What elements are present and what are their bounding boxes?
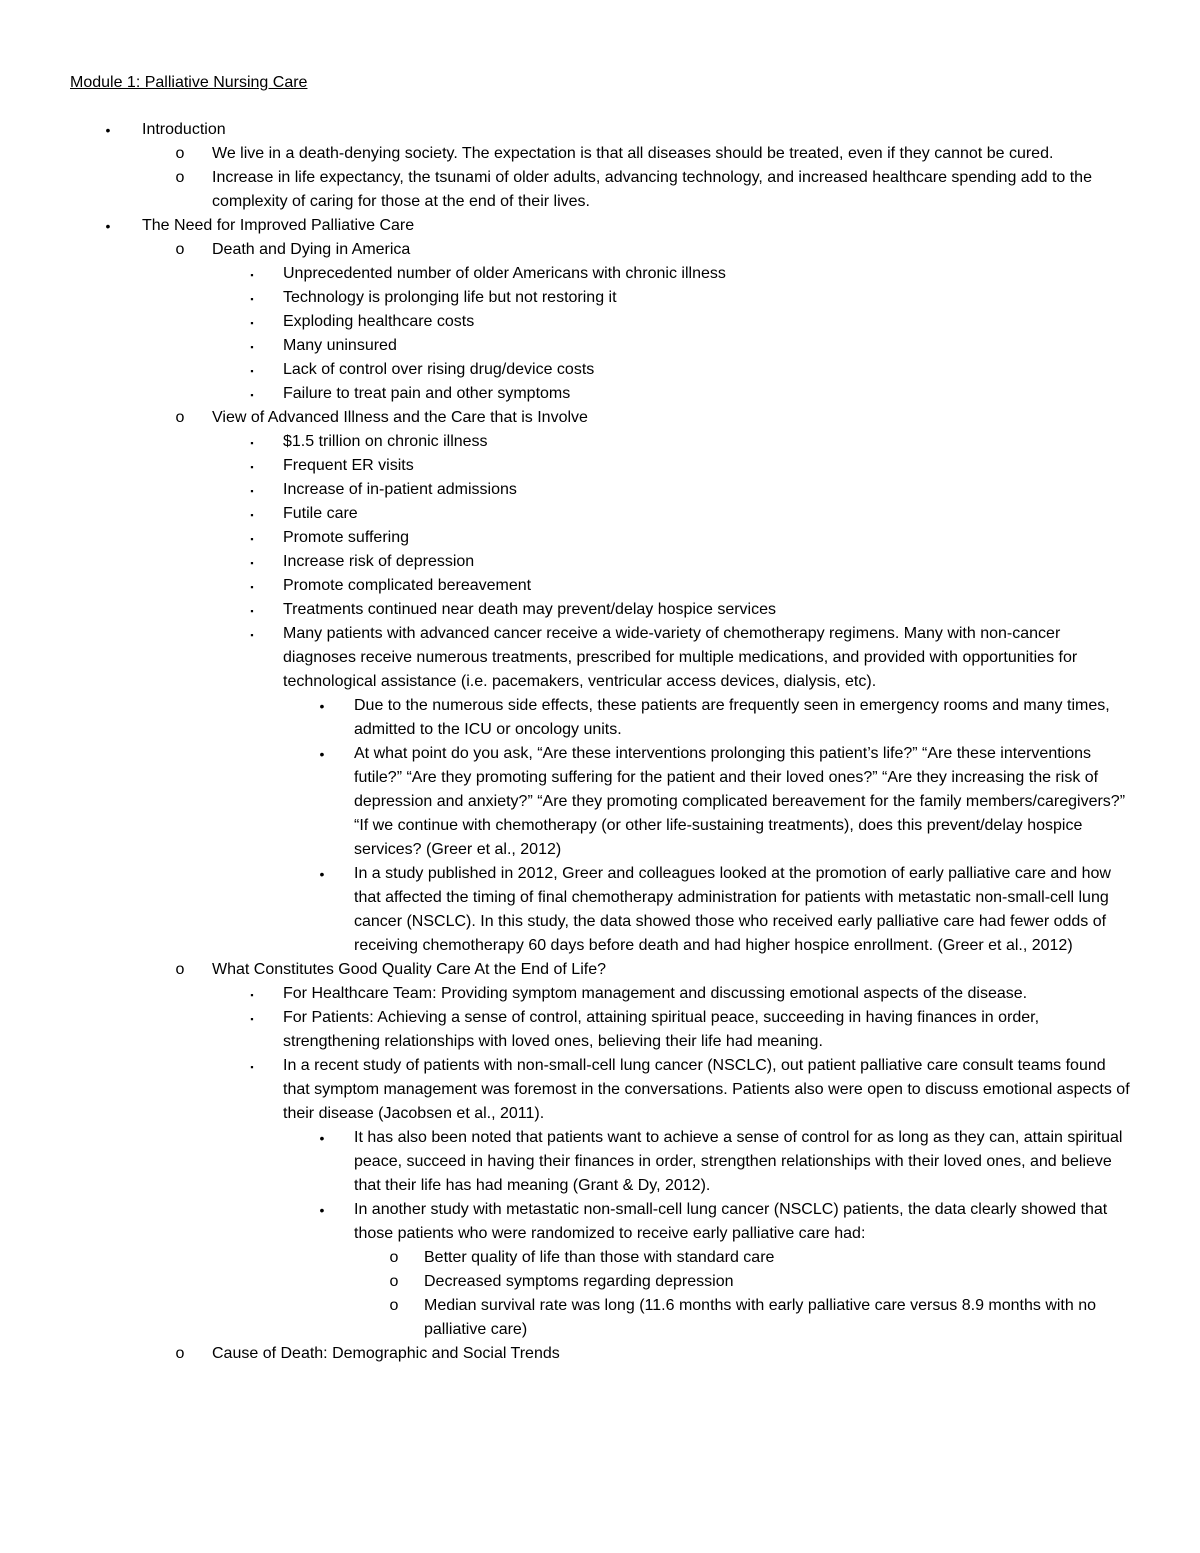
- outline-item-text: Failure to treat pain and other symptoms: [283, 385, 571, 402]
- outline-item-text: It has also been noted that patients want to achieve a sense of control for as long as they can, attain spiritual peace, succeed in having their finances in order, strengthen relationships with their loved ones, and believe that their life has had meaning (Grant & Dy, 2012).: [354, 1129, 1123, 1194]
- outline-item-level-2: [0, 166, 1200, 214]
- bullet-marker: o: [175, 241, 185, 258]
- outline-item-level-3: [0, 550, 1200, 574]
- bullet-marker: ▪: [250, 1014, 254, 1024]
- outline-item-level-3: [0, 622, 1200, 694]
- outline-item-text: For Healthcare Team: Providing symptom management and discussing emotional aspects of the disease.: [283, 985, 1028, 1002]
- bullet-marker: o: [389, 1273, 399, 1290]
- outline-list: [0, 118, 1200, 1366]
- bullet-marker: ▪: [250, 294, 254, 304]
- outline-item-level-2: [0, 958, 1200, 982]
- outline-item-text: Technology is prolonging life but not restoring it: [283, 289, 617, 306]
- outline-item-level-5: [0, 1294, 1200, 1342]
- outline-item-level-5: [0, 1270, 1200, 1294]
- outline-item-text: Better quality of life than those with standard care: [424, 1249, 775, 1266]
- outline-item-text: In another study with metastatic non-small-cell lung cancer (NSCLC) patients, the data clearly showed that those patients who were randomized to receive early palliative care had:: [354, 1201, 1108, 1242]
- outline-item-text: Lack of control over rising drug/device costs: [283, 361, 595, 378]
- outline-item-level-3: [0, 982, 1200, 1006]
- outline-item-text: We live in a death-denying society. The expectation is that all diseases should be treated, even if they cannot be cured.: [212, 145, 1054, 162]
- outline-item-level-4: [0, 1126, 1200, 1198]
- outline-item-level-2: [0, 406, 1200, 430]
- bullet-marker: o: [389, 1297, 399, 1314]
- outline-item-level-3: [0, 310, 1200, 334]
- outline-item-level-3: [0, 502, 1200, 526]
- outline-item-level-3: [0, 526, 1200, 550]
- outline-item-level-3: [0, 430, 1200, 454]
- bullet-marker: o: [175, 145, 185, 162]
- outline-item-text: Increase of in-patient admissions: [283, 481, 517, 498]
- outline-item-level-2: [0, 238, 1200, 262]
- bullet-marker: ▪: [250, 510, 254, 520]
- outline-item-level-3: [0, 334, 1200, 358]
- bullet-marker: •: [105, 218, 111, 234]
- outline-item-text: Treatments continued near death may prevent/delay hospice services: [283, 601, 777, 618]
- bullet-marker: ▪: [250, 270, 254, 280]
- outline-item-text: At what point do you ask, “Are these interventions prolonging this patient’s life?” “Are these interventions futile?” “Are they promoting suffering for the patient and their loved ones?” “Are they increasing the risk of depression and anxiety?” “Are they promoting complicated bereavement for the family members/caregivers?” “If we continue with chemotherapy (or other life-sustaining treatments), does this prevent/delay hospice services? (Greer et al., 2012): [354, 745, 1126, 858]
- outline-item-level-3: [0, 454, 1200, 478]
- outline-item-text: Cause of Death: Demographic and Social Trends: [212, 1345, 560, 1362]
- page-title: Module 1: Palliative Nursing Care: [70, 74, 308, 91]
- outline-item-level-3: [0, 598, 1200, 622]
- outline-item-text: Introduction: [142, 121, 226, 138]
- outline-item-level-3: [0, 1006, 1200, 1054]
- bullet-marker: o: [175, 409, 185, 426]
- outline-item-text: Many patients with advanced cancer receive a wide-variety of chemotherapy regimens. Many with non-cancer diagnoses receive numerous treatments, prescribed for multiple medications, and provided with opportunities for technological assistance (i.e. pacemakers, ventricular access devices, dialysis, etc).: [283, 625, 1078, 690]
- outline-item-text: Increase risk of depression: [283, 553, 475, 570]
- bullet-marker: ▪: [250, 462, 254, 472]
- outline-item-level-3: [0, 382, 1200, 406]
- outline-item-text: In a recent study of patients with non-small-cell lung cancer (NSCLC), out patient palliative care consult teams found that symptom management was foremost in the conversations. Patients also were open to discuss emotional aspects of their disease (Jacobsen et al., 2011).: [283, 1057, 1130, 1122]
- bullet-marker: o: [389, 1249, 399, 1266]
- bullet-marker: ▪: [250, 318, 254, 328]
- outline-item-text: Median survival rate was long (11.6 months with early palliative care versus 8.9 months with no palliative care): [424, 1297, 1097, 1338]
- bullet-marker: ▪: [250, 438, 254, 448]
- outline-item-text: Increase in life expectancy, the tsunami of older adults, advancing technology, and increased healthcare spending add to the complexity of caring for those at the end of their lives.: [212, 169, 1092, 210]
- outline-item-text: Exploding healthcare costs: [283, 313, 475, 330]
- outline-item-level-5: [0, 1246, 1200, 1270]
- bullet-marker: o: [175, 961, 185, 978]
- outline-item-level-4: [0, 862, 1200, 958]
- outline-item-level-4: [0, 1198, 1200, 1246]
- outline-item-text: $1.5 trillion on chronic illness: [283, 433, 488, 450]
- outline-item-text: What Constitutes Good Quality Care At the End of Life?: [212, 961, 606, 978]
- outline-item-level-4: [0, 742, 1200, 862]
- bullet-marker: ▪: [250, 606, 254, 616]
- outline-item-level-3: [0, 262, 1200, 286]
- bullet-marker: ▪: [250, 1062, 254, 1072]
- bullet-marker: ▪: [250, 630, 254, 640]
- bullet-marker: ▪: [250, 390, 254, 400]
- outline-item-text: Futile care: [283, 505, 358, 522]
- outline-item-text: Promote complicated bereavement: [283, 577, 532, 594]
- bullet-marker: •: [319, 698, 325, 714]
- outline-item-level-3: [0, 574, 1200, 598]
- bullet-marker: •: [319, 866, 325, 882]
- bullet-marker: ▪: [250, 534, 254, 544]
- bullet-marker: ▪: [250, 366, 254, 376]
- bullet-marker: ▪: [250, 486, 254, 496]
- outline-item-level-3: [0, 478, 1200, 502]
- outline-item-level-3: [0, 286, 1200, 310]
- outline-item-text: Promote suffering: [283, 529, 409, 546]
- bullet-marker: •: [319, 746, 325, 762]
- bullet-marker: ▪: [250, 558, 254, 568]
- outline-item-level-4: [0, 694, 1200, 742]
- outline-item-level-2: [0, 142, 1200, 166]
- outline-item-level-1: [0, 118, 1200, 142]
- outline-item-level-1: [0, 214, 1200, 238]
- bullet-marker: •: [319, 1202, 325, 1218]
- outline-item-text: View of Advanced Illness and the Care that is Involve: [212, 409, 588, 426]
- bullet-marker: ▪: [250, 990, 254, 1000]
- bullet-marker: •: [319, 1130, 325, 1146]
- outline-item-text: Unprecedented number of older Americans with chronic illness: [283, 265, 726, 282]
- outline-item-text: Decreased symptoms regarding depression: [424, 1273, 734, 1290]
- outline-item-text: Due to the numerous side effects, these patients are frequently seen in emergency rooms and many times, admitted to the ICU or oncology units.: [354, 697, 1110, 738]
- outline-item-text: The Need for Improved Palliative Care: [142, 217, 415, 234]
- outline-item-text: Frequent ER visits: [283, 457, 414, 474]
- bullet-marker: ▪: [250, 582, 254, 592]
- outline-item-text: In a study published in 2012, Greer and colleagues looked at the promotion of early palliative care and how that affected the timing of final chemotherapy administration for patients with metastatic non-small-cell lung cancer (NSCLC). In this study, the data showed those who received early palliative care had fewer odds of receiving chemotherapy 60 days before death and had higher hospice enrollment. (Greer et al., 2012): [354, 865, 1111, 954]
- bullet-marker: •: [105, 122, 111, 138]
- bullet-marker: o: [175, 169, 185, 186]
- bullet-marker: ▪: [250, 342, 254, 352]
- outline-item-text: For Patients: Achieving a sense of control, attaining spiritual peace, succeeding in having finances in order, strengthening relationships with loved ones, believing their life had meaning.: [283, 1009, 1040, 1050]
- outline-item-level-3: [0, 1054, 1200, 1126]
- outline-item-text: Many uninsured: [283, 337, 397, 354]
- outline-item-level-3: [0, 358, 1200, 382]
- outline-item-level-2: [0, 1342, 1200, 1366]
- outline-item-text: Death and Dying in America: [212, 241, 411, 258]
- bullet-marker: o: [175, 1345, 185, 1362]
